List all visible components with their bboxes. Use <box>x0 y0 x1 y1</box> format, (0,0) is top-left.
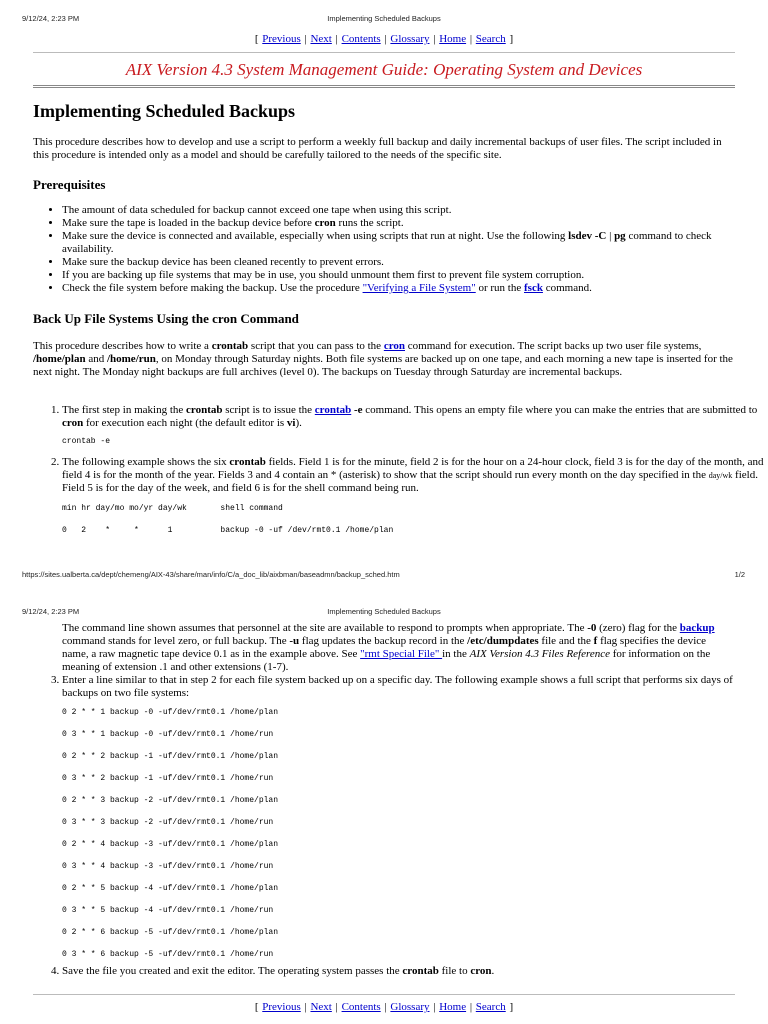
full-script-code <box>62 708 764 965</box>
code-crontab-e: crontab -e <box>62 437 111 446</box>
code-line: 0 3 * * 3 backup -2 -uf/dev/rmt0.1 /home/run <box>62 818 274 827</box>
list-item: • Make sure the tape is loaded in the backup device before cron runs the script. <box>62 217 764 230</box>
top-navigation: [ Previous | Next | Contents | Glossary | Home | Search ] <box>254 33 514 45</box>
code-line: 0 2 * * 6 backup -5 -uf/dev/rmt0.1 /home/plan <box>62 928 279 937</box>
steps-list-page2 <box>33 674 764 978</box>
code-line: 0 3 * * 4 backup -3 -uf/dev/rmt0.1 /home/run <box>62 862 274 871</box>
nav-search-link[interactable]: Search <box>475 1001 506 1013</box>
nav-glossary-link[interactable]: Glossary <box>390 33 430 45</box>
nav-next-link[interactable]: Next <box>310 1001 332 1013</box>
prerequisites-list <box>33 204 764 295</box>
code-line: 0 3 * * 1 backup -0 -uf/dev/rmt0.1 /home/run <box>62 730 274 739</box>
step-1: 1. The first step in making the crontab script is to issue the crontab -e command. This opens an empty file where you can make the entries that are submitted to cron for execution each night (the default editor is vi). crontab -e <box>62 404 764 447</box>
step-3: 3. Enter a line similar to that in step 2 for each file system backed up on a specific day. The following example shows a full script that performs six days of backups on two file systems: 0 2 * * 1 backup -0 -uf/dev/rmt0.1 /home/plan 0 3 * * 1 backup -0 -uf/dev/rmt0.1 /home/run 0 2 * * 2 backup -1 -uf/dev/rmt0.1 /home/plan 0 3 * * 2 backup -1 -uf/dev/rmt0.1 /home/run 0 2 * * 3 backup -2 -uf/dev/rmt0.1 /home/plan 0 3 * * 3 backup -2 -uf/dev/rmt0.1 /home/run 0 2 * * 4 backup -3 -uf/dev/rmt0.1 /home/plan 0 3 * * 4 backup -3 -uf/dev/rmt0.1 /home/run 0 2 * * 5 backup -4 -uf/dev/rmt0.1 /home/plan 0 3 * * 5 backup -4 -uf/dev/rmt0.1 /home/run 0 2 * * 6 backup -5 -uf/dev/rmt0.1 /home/plan 0 3 * * 6 backup -5 -uf/dev/rmt0.1 /home/run <box>62 674 764 965</box>
code-line: 0 3 * * 6 backup -5 -uf/dev/rmt0.1 /home/run <box>62 950 274 959</box>
code-line: 0 2 * * 2 backup -1 -uf/dev/rmt0.1 /home/plan <box>62 752 279 761</box>
nav-previous-link[interactable]: Previous <box>262 1001 301 1013</box>
verifying-file-system-link[interactable]: "Verifying a File System" <box>362 282 476 294</box>
list-item: • Make sure the backup device has been cleaned recently to prevent errors. <box>62 256 764 269</box>
print-doc-title: Implementing Scheduled Backups <box>327 607 441 616</box>
nav-contents-link[interactable]: Contents <box>341 1001 381 1013</box>
list-item: • Make sure the device is connected and available, especially when using scripts that run at night. Use the following lsdev -C | pg command to check availability. <box>62 230 764 256</box>
nav-home-link[interactable]: Home <box>439 1001 467 1013</box>
nav-search-link[interactable]: Search <box>475 33 506 45</box>
nav-home-link[interactable]: Home <box>439 33 467 45</box>
code-line: 0 2 * * 5 backup -4 -uf/dev/rmt0.1 /home/plan <box>62 884 279 893</box>
step-2-continued: The command line shown assumes that personnel at the site are available to respond to prompts when appropriate. The -0 (zero) flag for the backup command stands for level zero, or full backup. The -u flag updates the backup record in the /etc/dumpdates file and the f flag specifies the device name, a raw magnetic tape device 0.1 as in the example above. See "rmt Special File" in the AIX Version 4.3 Files Reference for information on the meaning of extension .1 and other extensions (1-7). <box>62 622 715 673</box>
crontab-link[interactable]: crontab <box>314 404 352 416</box>
bottom-navigation: [ Previous | Next | Contents | Glossary | Home | Search ] <box>254 1001 514 1013</box>
steps-list-page1 <box>33 404 764 536</box>
code-crontab-example: 0 2 * * 1 backup -0 -uf /dev/rmt0.1 /home/plan <box>62 526 394 535</box>
step-2: 2. The following example shows the six crontab fields. Field 1 is for the minute, field 2 is for the hour on a 24-hour clock, field 3 is for the day of the month, and field 4 is for the month of the year. Fields 3 and 4 contain an * (asterisk) to show that the script should run every month on the day specified in the day/wk field. Field 5 is for the day of the week, and field 6 is for the shell command being run. min hr day/mo mo/yr day/wk shell command 0 2 * * 1 backup -0 -uf /dev/rmt0.1 /home/plan <box>62 456 764 536</box>
nav-next-link[interactable]: Next <box>310 33 332 45</box>
code-crontab-fields: min hr day/mo mo/yr day/wk shell command <box>62 504 283 513</box>
print-page-2 <box>0 600 768 1024</box>
list-item: • If you are backing up file systems that may be in use, you should unmount them first to prevent file system corruption. <box>62 269 764 282</box>
cron-intro-paragraph: This procedure describes how to write a crontab script that you can pass to the cron command for execution. The script backs up two user file systems, /home/plan and /home/run, on Monday through Saturday nights. Both file systems are backed up on one tape, and each morning a new tape is inserted for the next night. The Monday night backups are full archives (level 0). The backups on Tuesday through Saturday are incremental backups. <box>33 340 733 378</box>
nav-divider <box>33 52 735 53</box>
prerequisites-heading: Prerequisites <box>33 177 106 192</box>
book-title: AIX Version 4.3 System Management Guide: Operating System and Devices <box>125 60 643 79</box>
print-page-number: 1/2 <box>734 570 745 579</box>
print-doc-title: Implementing Scheduled Backups <box>327 14 441 23</box>
list-item: • Check the file system before making the backup. Use the procedure "Verifying a File System" or run the fsck command. <box>62 282 764 295</box>
code-line: 0 2 * * 4 backup -3 -uf/dev/rmt0.1 /home/plan <box>62 840 279 849</box>
print-timestamp: 9/12/24, 2:23 PM <box>22 14 80 23</box>
nav-previous-link[interactable]: Previous <box>262 33 301 45</box>
nav-glossary-link[interactable]: Glossary <box>390 1001 430 1013</box>
intro-paragraph: This procedure describes how to develop and use a script to perform a weekly full backup and daily incremental backups of user files. The script included in this procedure is intended only as a model and should be carefully tailored to the needs of the specific site. <box>33 136 722 161</box>
fsck-link[interactable]: fsck <box>524 282 543 294</box>
bottom-divider <box>33 994 735 995</box>
code-line: 0 2 * * 1 backup -0 -uf/dev/rmt0.1 /home/plan <box>62 708 279 717</box>
page-title: Implementing Scheduled Backups <box>33 101 296 121</box>
step-4: 4. Save the file you created and exit the editor. The operating system passes the crontab file to cron. <box>62 965 764 978</box>
code-line: 0 3 * * 5 backup -4 -uf/dev/rmt0.1 /home/run <box>62 906 274 915</box>
print-timestamp: 9/12/24, 2:23 PM <box>22 607 80 616</box>
code-line: 0 3 * * 2 backup -1 -uf/dev/rmt0.1 /home/run <box>62 774 274 783</box>
title-divider <box>33 85 735 88</box>
list-item: • The amount of data scheduled for backup cannot exceed one tape when using this script. <box>62 204 764 217</box>
code-line: 0 2 * * 3 backup -2 -uf/dev/rmt0.1 /home/plan <box>62 796 279 805</box>
cron-backup-heading: Back Up File Systems Using the cron Command <box>33 311 299 326</box>
backup-link[interactable]: backup <box>679 622 715 634</box>
print-url: https://sites.ualberta.ca/dept/chemeng/AIX-43/share/man/info/C/a_doc_lib/aixbman/baseadmn/backup_sched.htm <box>22 570 400 579</box>
nav-contents-link[interactable]: Contents <box>341 33 381 45</box>
cron-link[interactable]: cron <box>383 340 405 352</box>
rmt-special-file-link[interactable]: "rmt Special File" <box>360 648 443 660</box>
